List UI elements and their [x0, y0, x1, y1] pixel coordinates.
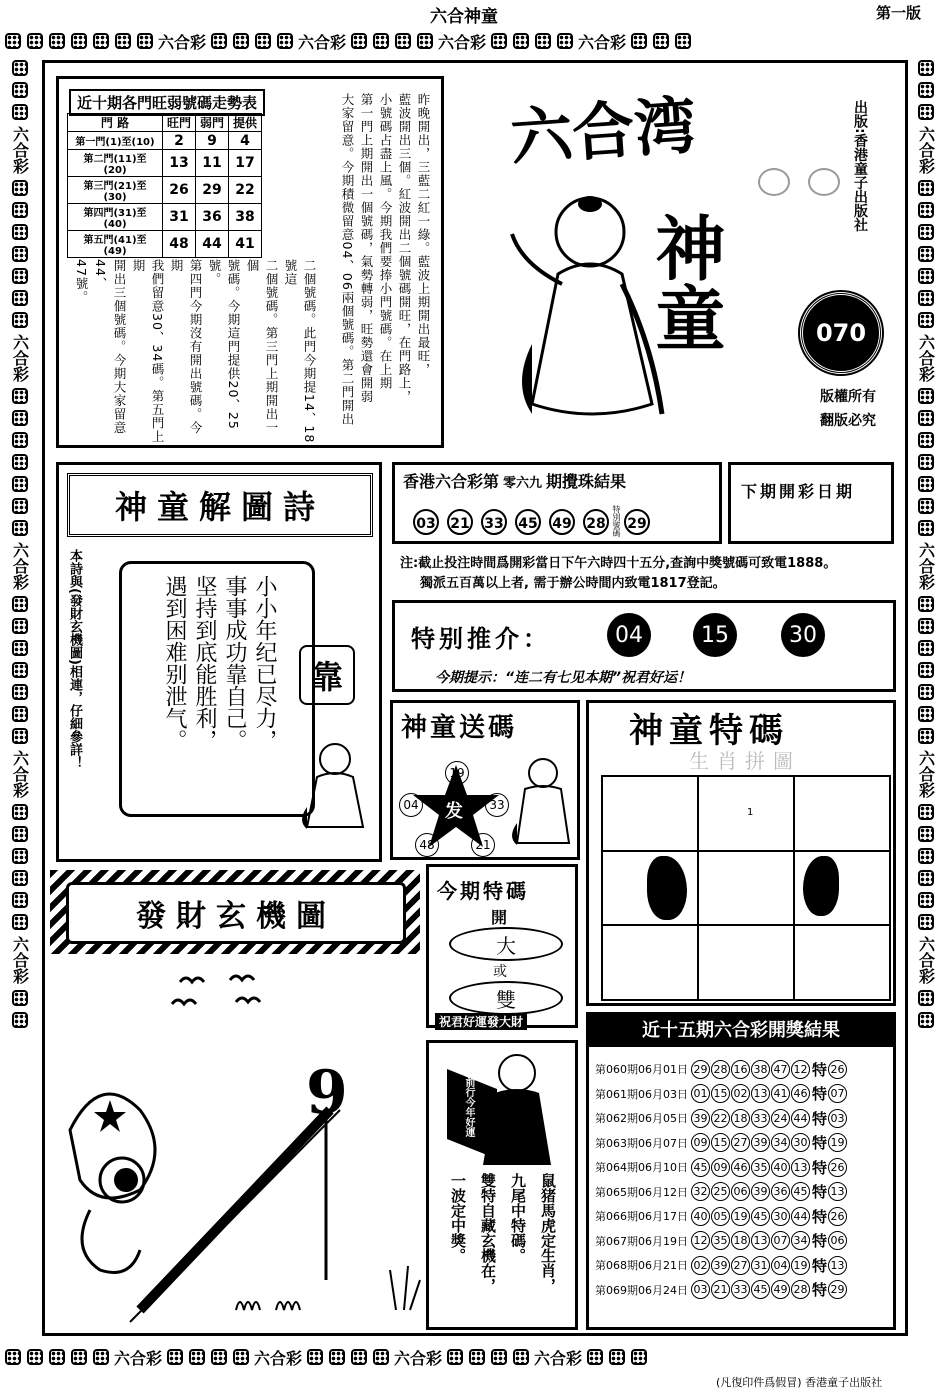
- result-number: 02: [691, 1256, 710, 1275]
- draw-balls: [413, 505, 650, 539]
- result-number: 29: [691, 1060, 710, 1079]
- decor-circle: [758, 168, 790, 196]
- special-label: 特: [812, 1158, 828, 1177]
- frame-right: [910, 60, 942, 1338]
- result-number: 47: [771, 1060, 790, 1079]
- today-title: 今期特碼: [437, 879, 529, 903]
- special-label: 特: [812, 1207, 828, 1226]
- result-number: 32: [691, 1182, 710, 1201]
- table-row: [595, 1278, 895, 1303]
- special-label: 特: [812, 1232, 828, 1251]
- result-number: 45: [751, 1280, 770, 1299]
- result-number: 30: [771, 1207, 790, 1226]
- poem-box: [56, 462, 382, 862]
- zodiac-lines: 鼠猪馬虎定生肖， 九尾中特碼。 雙特自藏玄機在， 一波定中獎。: [449, 1173, 557, 1293]
- result-number: 13: [751, 1231, 770, 1250]
- result-number: 06: [731, 1182, 750, 1201]
- result-number: 13: [751, 1084, 770, 1103]
- result-issue: 第069期06月24日: [595, 1283, 688, 1297]
- result-issue: 第063期06月07日: [595, 1136, 688, 1150]
- frame-label: 六合彩: [916, 750, 936, 798]
- results-box: [586, 1012, 896, 1330]
- frame-label: 六合彩: [438, 32, 487, 52]
- result-special-number: 06: [828, 1231, 847, 1250]
- result-number: 45: [791, 1182, 810, 1201]
- table-row: 門 路 旺門 弱門 提供: [68, 114, 262, 132]
- draw-notice-1: 注:截止投注時間爲開彩當日下午六時四十五分,查詢中獎號碼可致電1888。: [400, 556, 837, 571]
- special-label: 特: [812, 1109, 828, 1128]
- frame-left: [4, 60, 36, 1338]
- result-number: 18: [731, 1109, 750, 1128]
- draw-title: 香港六合彩第 零六九 期攪珠結果: [403, 472, 627, 491]
- result-number: 31: [751, 1256, 770, 1275]
- decor-circle: [808, 168, 840, 196]
- poem-badge: 靠: [299, 645, 355, 705]
- frame-label: 六合彩: [916, 542, 936, 590]
- result-special-number: 19: [828, 1133, 847, 1152]
- draw-box: [392, 462, 722, 544]
- table-row: [595, 1180, 895, 1205]
- result-number: 13: [791, 1158, 810, 1177]
- result-number: 07: [771, 1231, 790, 1250]
- next-draw-title: 下期開彩日期: [741, 482, 856, 501]
- result-number: 12: [791, 1060, 810, 1079]
- result-number: 36: [771, 1182, 790, 1201]
- publisher-label: 出版:香港童子出版社: [852, 100, 868, 232]
- result-number: 46: [731, 1158, 750, 1177]
- frame-label: 六合彩: [10, 334, 30, 382]
- result-number: 33: [731, 1280, 750, 1299]
- table-row: [595, 1106, 895, 1131]
- result-number: 09: [711, 1158, 730, 1177]
- result-number: 28: [711, 1060, 730, 1079]
- puzzle-grid: [601, 775, 891, 1001]
- result-special-number: 07: [828, 1084, 847, 1103]
- result-number: 35: [711, 1231, 730, 1250]
- result-number: 27: [731, 1133, 750, 1152]
- result-issue: 第062期06月05日: [595, 1112, 688, 1126]
- send-box: [390, 700, 580, 860]
- send-title: 神童送碼: [401, 713, 518, 743]
- frame-label: 六合彩: [10, 936, 30, 984]
- special-note: 特別號碼: [612, 505, 621, 537]
- draw-ball: 21: [447, 509, 473, 535]
- frame-bottom: [4, 1340, 940, 1374]
- frame-label: 六合彩: [158, 32, 207, 52]
- frame-label: 六合彩: [10, 542, 30, 590]
- trend-box: [56, 76, 444, 448]
- frame-label: 六合彩: [916, 126, 936, 174]
- result-number: 39: [691, 1109, 710, 1128]
- draw-ball: 45: [515, 509, 541, 535]
- result-number: 28: [791, 1280, 810, 1299]
- poem-lines: 小小年纪已尽力， 事事成功靠自己。 坚持到底能胜利， 遇到困难别泄气。: [162, 575, 277, 751]
- result-number: 45: [691, 1158, 710, 1177]
- result-number: 04: [771, 1256, 790, 1275]
- result-number: 12: [691, 1231, 710, 1250]
- boy-scroll-illustration: [437, 1049, 573, 1169]
- edition-label: 第一版: [876, 4, 922, 22]
- zodiac-box: [426, 1040, 578, 1330]
- draw-ball-special: 29: [624, 509, 650, 535]
- recommend-number: 15: [693, 613, 737, 657]
- frame-label: 六合彩: [534, 1348, 583, 1368]
- draw-ball: 49: [549, 509, 575, 535]
- result-number: 24: [771, 1109, 790, 1128]
- analysis-text: 昨晚開出，三藍二紅一綠。藍波上期開出最旺， 藍波開出三個。紅波開出二個號碼開旺，在門路上， 小號碼占盡上風。今期我們要捧小門號碼。在上期 第一門上期開出一個號碼，氣勢轉弱，旺勢還會開弱 大家留意。今期積微留意04、06兩個號碼。第二門開出: [340, 93, 431, 426]
- frame-top: [4, 24, 940, 58]
- result-number: 39: [711, 1256, 730, 1275]
- recommend-label: 特别推介：: [411, 624, 551, 653]
- special-subtitle: 生肖拼圖: [689, 749, 801, 773]
- result-special-number: 26: [828, 1060, 847, 1079]
- fortune-banner: [50, 870, 420, 954]
- special-box: [586, 700, 896, 1006]
- table-row: [595, 1229, 895, 1254]
- result-number: 03: [691, 1280, 710, 1299]
- result-number: 01: [691, 1084, 710, 1103]
- result-issue: 第061期06月03日: [595, 1087, 688, 1101]
- recommend-tip: 今期提示：“连二有七见本期”祝君好运！: [435, 670, 692, 686]
- result-number: 34: [771, 1133, 790, 1152]
- special-label: 特: [812, 1183, 828, 1202]
- special-label: 特: [812, 1281, 828, 1300]
- footer-note: (凡復印件爲假冒) 香港童子出版社: [716, 1376, 883, 1389]
- result-number: 33: [751, 1109, 770, 1128]
- result-number: 19: [791, 1256, 810, 1275]
- result-special-number: 26: [828, 1207, 847, 1226]
- result-issue: 第065期06月12日: [595, 1185, 688, 1199]
- today-or: 或: [493, 964, 507, 980]
- result-number: 40: [771, 1158, 790, 1177]
- result-number: 21: [711, 1280, 730, 1299]
- send-number: 48: [415, 833, 439, 857]
- table-row: [595, 1057, 895, 1082]
- table-row: 第四門(31)至(40) 31 36 38: [68, 204, 262, 231]
- result-number: 44: [791, 1109, 810, 1128]
- table-row: 第二門(11)至(20) 13 11 17: [68, 150, 262, 177]
- send-number: 04: [399, 793, 423, 817]
- result-number: 41: [771, 1084, 790, 1103]
- result-number: 15: [711, 1084, 730, 1103]
- issue-number: 070: [815, 319, 867, 347]
- result-number: 05: [711, 1207, 730, 1226]
- table-row: [595, 1155, 895, 1180]
- draw-ball: 33: [481, 509, 507, 535]
- header-title: 六合神童: [430, 7, 498, 27]
- fortune-title-box: [66, 882, 406, 944]
- draw-notice-2: 獨派五百萬以上者, 需于辦公時間内致電1817登記。: [420, 576, 726, 591]
- table-row: [595, 1253, 895, 1278]
- result-issue: 第064期06月10日: [595, 1161, 688, 1175]
- puzzle-mark: 1: [747, 807, 754, 818]
- result-issue: 第068期06月21日: [595, 1259, 688, 1273]
- result-number: 40: [691, 1207, 710, 1226]
- recommend-box: [392, 600, 896, 692]
- next-draw-box: [728, 462, 894, 544]
- boy-small-icon: [505, 753, 575, 849]
- result-number: 19: [731, 1207, 750, 1226]
- result-special-number: 26: [828, 1158, 847, 1177]
- bird-icon: [170, 962, 280, 1012]
- result-number: 39: [751, 1133, 770, 1152]
- poem-title: 神童解圖詩: [67, 473, 373, 537]
- fortune-title: 發財玄機圖: [136, 899, 336, 934]
- result-number: 34: [791, 1231, 810, 1250]
- result-number: 25: [711, 1182, 730, 1201]
- result-number: 27: [731, 1256, 750, 1275]
- grass-icon: [226, 1260, 426, 1320]
- analysis-text-lower: 二個號碼。此門今期提14、18號這 二個號碼。第三門上期開出一個 號碼。今期這門提供20、25號。 第四門今期沒有開出號碼。今期 我們留意30、34碼。第五門上期 開出三個號碼。今期大家留意44、 47號。: [74, 259, 317, 444]
- result-number: 49: [771, 1280, 790, 1299]
- result-number: 18: [731, 1231, 750, 1250]
- send-number: 19: [445, 761, 469, 785]
- result-number: 38: [751, 1060, 770, 1079]
- result-number: 35: [751, 1158, 770, 1177]
- result-number: 45: [751, 1207, 770, 1226]
- results-list: [595, 1057, 895, 1302]
- frame-label: 六合彩: [916, 936, 936, 984]
- special-label: 特: [812, 1134, 828, 1153]
- table-row: 第三門(21)至(30) 26 29 22: [68, 177, 262, 204]
- result-issue: 第067期06月19日: [595, 1234, 688, 1248]
- result-number: 09: [691, 1133, 710, 1152]
- frame-label: 六合彩: [254, 1348, 303, 1368]
- result-number: 46: [791, 1084, 810, 1103]
- zodiac-scroll: 神童前行今年好運: [463, 1057, 474, 1137]
- today-box: [426, 864, 578, 1028]
- result-number: 22: [711, 1109, 730, 1128]
- special-title: 神童特碼: [629, 711, 789, 751]
- today-kai: 開: [491, 908, 508, 927]
- table-row: 第一門(1)至(10) 2 9 4: [68, 132, 262, 150]
- recommend-number: 04: [607, 613, 651, 657]
- send-number: 21: [471, 833, 495, 857]
- result-number: 39: [751, 1182, 770, 1201]
- special-label: 特: [812, 1256, 828, 1275]
- result-issue: 第066期06月17日: [595, 1210, 688, 1224]
- issue-badge: [800, 292, 882, 374]
- result-number: 30: [791, 1133, 810, 1152]
- draw-ball: 03: [413, 509, 439, 535]
- result-special-number: 13: [828, 1256, 847, 1275]
- masthead-name-1: 神童: [644, 212, 727, 352]
- send-number: 33: [485, 793, 509, 817]
- frame-label: 六合彩: [916, 334, 936, 382]
- star-char: 发: [445, 801, 463, 822]
- frame-label: 六合彩: [394, 1348, 443, 1368]
- frame-label: 六合彩: [10, 126, 30, 174]
- copyright-2: 翻版必究: [820, 413, 876, 429]
- trend-title: 近十期各門旺弱號碼走勢表: [69, 89, 265, 116]
- result-special-number: 03: [828, 1109, 847, 1128]
- result-issue: 第060期06月01日: [595, 1063, 688, 1077]
- result-number: 44: [791, 1207, 810, 1226]
- frame-label: 六合彩: [114, 1348, 163, 1368]
- copyright-1: 版權所有: [820, 389, 876, 405]
- boy-small-icon: [291, 737, 371, 833]
- table-row: 第五門(41)至(49) 48 44 41: [68, 231, 262, 258]
- frame-label: 六合彩: [10, 750, 30, 798]
- results-title: 近十五期六合彩開獎結果: [589, 1015, 893, 1047]
- special-label: 特: [812, 1060, 828, 1079]
- table-row: [595, 1082, 895, 1107]
- masthead-logo: 六合湾: [508, 88, 699, 175]
- frame-label: 六合彩: [578, 32, 627, 52]
- table-row: [595, 1204, 895, 1229]
- today-wish: 祝君好運發大財: [435, 1013, 527, 1030]
- today-double-oval: 雙: [449, 981, 563, 1015]
- result-number: 15: [711, 1133, 730, 1152]
- fortune-digit: 9: [306, 1058, 348, 1128]
- result-special-number: 13: [828, 1182, 847, 1201]
- poem-note: 本詩與(發財玄機圖)相連，仔細參詳！: [67, 549, 82, 769]
- today-big-oval: 大: [449, 927, 563, 961]
- special-label: 特: [812, 1085, 828, 1104]
- frame-label: 六合彩: [298, 32, 347, 52]
- table-row: [595, 1131, 895, 1156]
- recommend-number: 30: [781, 613, 825, 657]
- trend-table: [67, 113, 262, 258]
- result-number: 16: [731, 1060, 750, 1079]
- result-number: 02: [731, 1084, 750, 1103]
- draw-ball: 28: [583, 509, 609, 535]
- result-special-number: 29: [828, 1280, 847, 1299]
